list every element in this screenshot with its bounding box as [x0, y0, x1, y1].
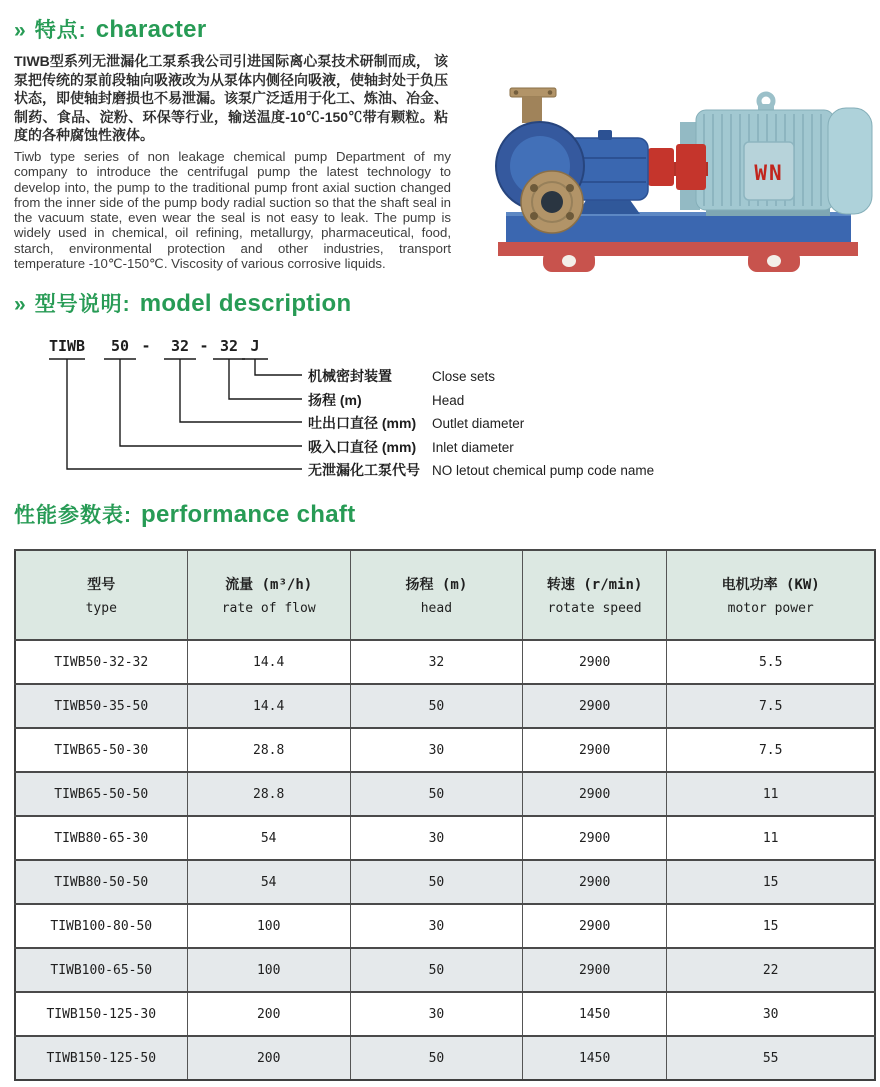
chevron-right-icon: » [14, 19, 26, 42]
section-title-en: performance chaft [141, 501, 356, 528]
table-cell: 11 [667, 772, 875, 816]
section-title-zh: 型号说明: [34, 293, 131, 316]
character-paragraph-en: Tiwb type series of non leakage chemical pump Department of my company to introduce the centrifugal pump the latest technology to develop into, the pump to the traditional pump front axial suction changed from the inner side of the pump body radial suction so that the shaft seal in the vacuum state, even wear the seal is not easy to leak. The pump is widely used in chemical, oil refining, metallurgy, pharmaceutical, food, starch, environmental protection and other industries, transport temperature -10℃-150℃. Viscosity of various corrosive liquids. [14, 149, 451, 272]
column-header-zh: 转速 (r/min) [546, 577, 643, 593]
table-cell: 28.8 [187, 772, 350, 816]
table-cell: 2900 [522, 904, 666, 948]
table-cell: TIWB50-35-50 [15, 684, 187, 728]
pump-product-image [448, 54, 878, 282]
table-cell: 200 [187, 992, 350, 1036]
table-cell: 50 [350, 948, 522, 992]
table-row [15, 904, 875, 948]
table-cell: TIWB100-80-50 [15, 904, 187, 948]
table-row [15, 992, 875, 1036]
model-connector-lines [49, 359, 302, 469]
table-cell: 1450 [522, 1036, 666, 1080]
table-cell: 28.8 [187, 728, 350, 772]
model-code-diagram [0, 326, 880, 496]
column-header-en: motor power [727, 601, 814, 616]
motor-body [680, 94, 872, 216]
column-header-rate-of-flow [187, 550, 350, 640]
table-cell: 30 [350, 816, 522, 860]
table-cell: 50 [350, 684, 522, 728]
table-row [15, 948, 875, 992]
section-title-en: model description [139, 290, 352, 317]
table-cell: 1450 [522, 992, 666, 1036]
column-header-type [15, 550, 187, 640]
table-cell: 54 [187, 816, 350, 860]
table-cell: 54 [187, 860, 350, 904]
table-cell: 14.4 [187, 640, 350, 684]
table-cell: 100 [187, 904, 350, 948]
table-cell: 30 [350, 992, 522, 1036]
column-header-zh: 扬程 (m) [405, 577, 468, 593]
table-row [15, 728, 875, 772]
table-cell: 7.5 [667, 728, 875, 772]
legend-label-zh: 吐出口直径 (mm) [308, 415, 417, 431]
column-header-rotate-speed [522, 550, 666, 640]
model-token: 32 [219, 337, 239, 355]
model-token: J [250, 337, 260, 355]
model-token: 50 [110, 337, 130, 355]
column-header-en: rotate speed [547, 601, 642, 616]
table-cell: 2900 [522, 640, 666, 684]
table-cell: 2900 [522, 728, 666, 772]
table-cell: TIWB100-65-50 [15, 948, 187, 992]
model-token: 32 [170, 337, 190, 355]
table-cell: TIWB80-65-30 [15, 816, 187, 860]
column-header-zh: 流量 (m³/h) [225, 577, 313, 593]
table-header-row [15, 550, 875, 640]
character-paragraph-zh: TIWB型系列无泄漏化工泵系我公司引进国际离心泵技术研制而成， 该泵把传统的泵前段轴向吸液改为从泵体内侧径向吸液，使轴封处于负压状态，即使轴封磨损也不易泄漏。该泵广泛适用于化工、炼油、冶金、制药、食品、淀粉、环保等行业，输送温度-10℃-150℃带有颗粒。粘度的各种腐蚀性液体。 [14, 53, 448, 143]
chevron-right-icon: » [14, 293, 26, 316]
column-header-motor-power [667, 550, 875, 640]
table-row [15, 816, 875, 860]
table-cell: 30 [350, 728, 522, 772]
legend-label-zh: 机械密封装置 [308, 368, 392, 384]
column-header-en: rate of flow [221, 601, 316, 616]
column-header-zh: 电机功率 (KW) [721, 577, 820, 593]
table-cell: 2900 [522, 860, 666, 904]
table-cell: 7.5 [667, 684, 875, 728]
motor-brand-label: WN [754, 161, 784, 185]
section-title-zh: 特点: [34, 19, 87, 42]
legend-label-zh: 扬程 (m) [308, 392, 362, 408]
section-title-en: character [95, 16, 207, 43]
section-title-character [14, 14, 206, 44]
section-title-zh: 性能参数表: [14, 504, 132, 527]
legend-label-zh: 吸入口直径 (mm) [308, 439, 417, 455]
pump-head [496, 88, 584, 233]
table-cell: 22 [667, 948, 875, 992]
table-row [15, 640, 875, 684]
table-cell: 200 [187, 1036, 350, 1080]
table-row [15, 1036, 875, 1080]
table-cell: TIWB80-50-50 [15, 860, 187, 904]
legend-label-en: Close sets [432, 369, 496, 384]
table-cell: 2900 [522, 684, 666, 728]
column-header-head [350, 550, 522, 640]
table-cell: TIWB65-50-30 [15, 728, 187, 772]
table-cell: 50 [350, 860, 522, 904]
section-title-model-description [14, 288, 351, 318]
table-cell: 2900 [522, 948, 666, 992]
table-cell: 15 [667, 860, 875, 904]
table-cell: TIWB50-32-32 [15, 640, 187, 684]
legend-label-en: Inlet diameter [432, 440, 514, 455]
suction-flange [521, 171, 583, 233]
legend-label-en: Outlet diameter [432, 416, 525, 431]
table-cell: 55 [667, 1036, 875, 1080]
table-row [15, 684, 875, 728]
table-cell: 15 [667, 904, 875, 948]
pump-illustration [448, 54, 878, 282]
column-header-zh: 型号 [87, 577, 116, 593]
table-cell: 32 [350, 640, 522, 684]
model-token: TIWB [48, 337, 86, 355]
column-header-en: head [420, 601, 453, 616]
model-token: - [141, 337, 151, 355]
section-title-performance [14, 499, 356, 529]
legend-label-en: NO letout chemical pump code name [432, 463, 655, 478]
table-cell: 2900 [522, 816, 666, 860]
table-cell: 14.4 [187, 684, 350, 728]
performance-table [14, 549, 876, 1081]
model-code [49, 337, 260, 355]
table-cell: 5.5 [667, 640, 875, 684]
legend-label-zh: 无泄漏化工泵代号 [308, 462, 420, 478]
motor-terminal-box [744, 142, 794, 200]
table-row [15, 772, 875, 816]
column-header-en: type [85, 601, 117, 616]
table-cell: 50 [350, 772, 522, 816]
table-row [15, 860, 875, 904]
table-cell: 2900 [522, 772, 666, 816]
model-token: - [199, 337, 209, 355]
model-legend [308, 368, 654, 478]
table-cell: TIWB150-125-50 [15, 1036, 187, 1080]
table-cell: 100 [187, 948, 350, 992]
table-cell: 30 [350, 904, 522, 948]
table-cell: 50 [350, 1036, 522, 1080]
table-cell: 30 [667, 992, 875, 1036]
table-cell: TIWB150-125-30 [15, 992, 187, 1036]
legend-label-en: Head [432, 393, 465, 408]
table-cell: TIWB65-50-50 [15, 772, 187, 816]
table-cell: 11 [667, 816, 875, 860]
